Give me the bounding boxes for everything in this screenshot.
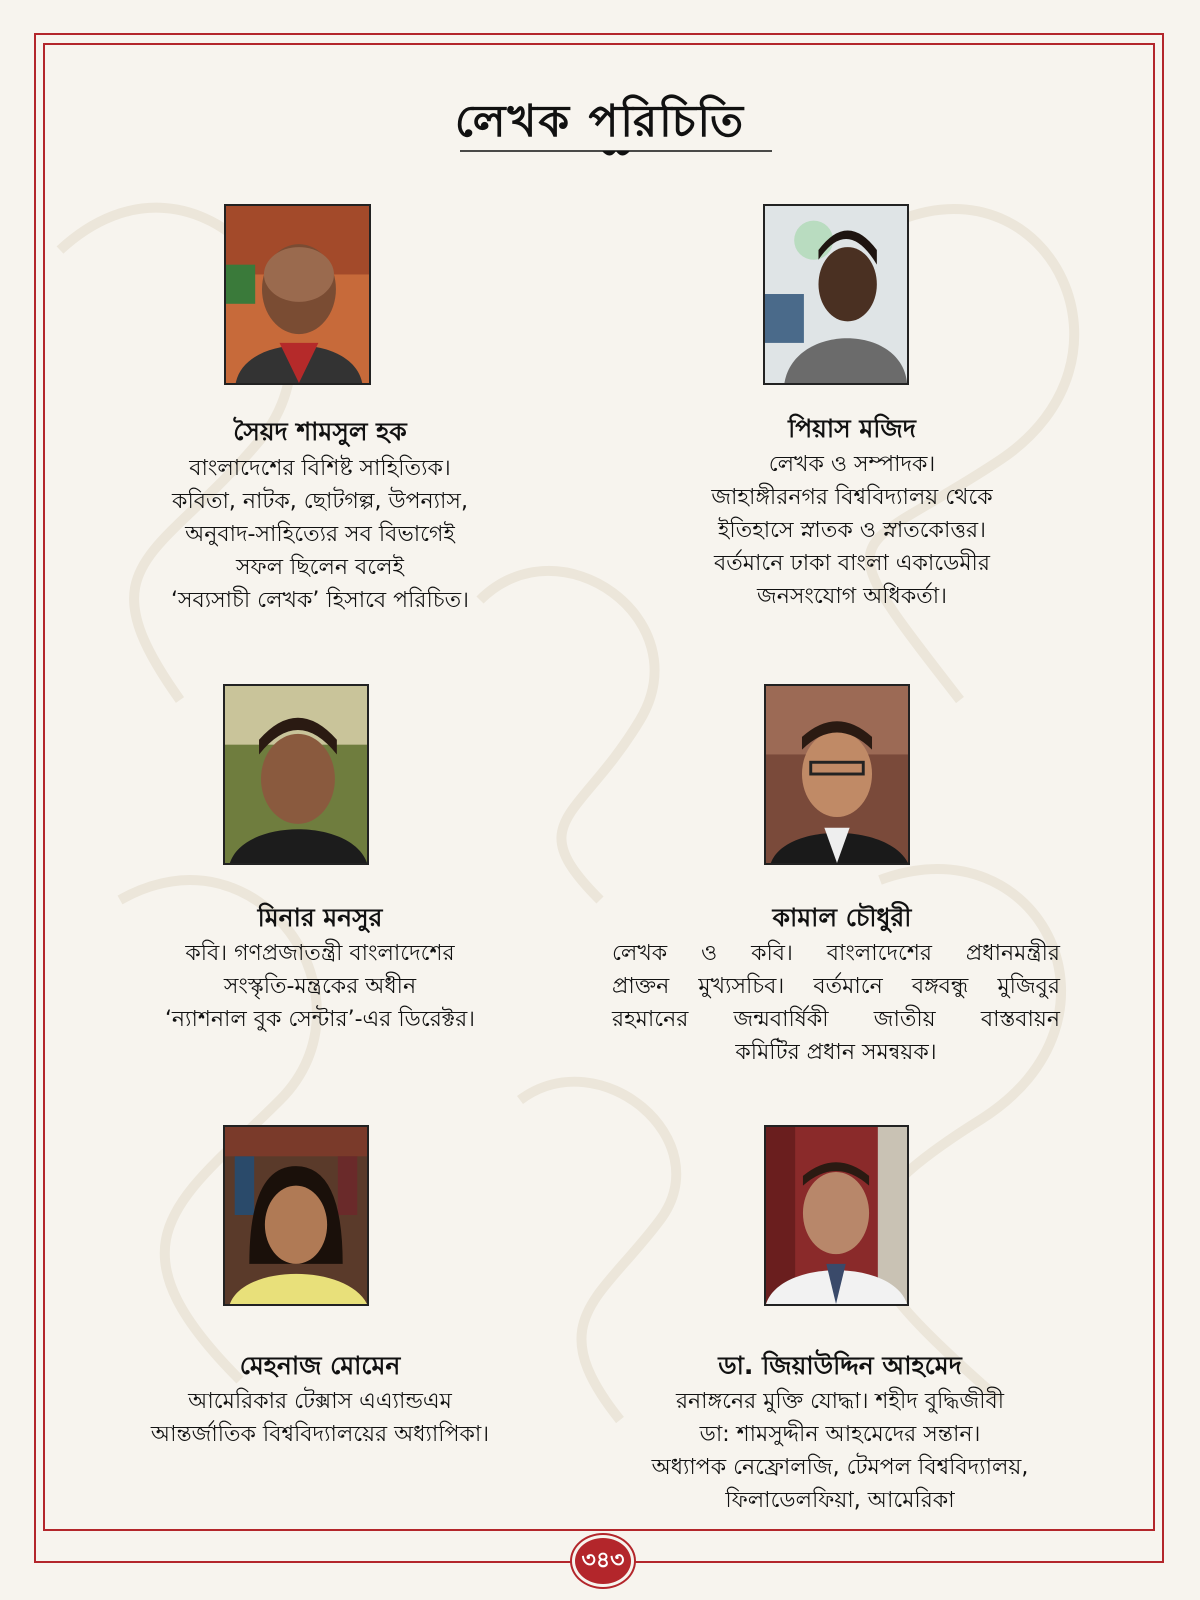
author-name-2: পিয়াস মজিদ: [788, 414, 916, 443]
bio-line: সংস্কৃতি-মন্ত্রকের অধীন: [223, 974, 417, 999]
bio-line: জাহাঙ্গীরনগর বিশ্ববিদ্যালয় থেকে: [711, 485, 993, 510]
author-bio-4: [612, 937, 1060, 1069]
bio-line: অনুবাদ-সাহিত্যের সব বিভাগেই: [185, 522, 455, 547]
bio-line: অধ্যাপক নেফ্রোলজি, টেমপল বিশ্ববিদ্যালয়,: [651, 1455, 1029, 1480]
bio-line: ফিলাডেলফিয়া, আমেরিকা: [725, 1488, 955, 1513]
author-name-5: মেহনাজ মোমেন: [239, 1351, 401, 1380]
bio-line: আমেরিকার টেক্সাস এএ্যান্ডএম: [188, 1389, 452, 1414]
bio-line: বর্তমানে ঢাকা বাংলা একাডেমীর: [714, 551, 990, 576]
bio-line: সফল ছিলেন বলেই: [236, 555, 404, 580]
bio-line: লেখক ও কবি। বাংলাদেশের প্রধানমন্ত্রীর: [612, 941, 1060, 966]
author-photo-3: [223, 684, 369, 865]
author-name-6: ডা. জিয়াউদ্দিন আহমেদ: [718, 1351, 962, 1380]
author-bio-2: [622, 448, 1082, 613]
author-photo-6: [764, 1125, 909, 1306]
bio-line: ডা: শামসুদ্দীন আহমেদের সন্তান।: [699, 1422, 981, 1447]
bio-line: ‘সব্যসাচী লেখক’ হিসাবে পরিচিত।: [170, 588, 470, 613]
author-name-1: সৈয়দ শামসুল হক: [233, 417, 407, 446]
author-bio-1: [90, 452, 550, 617]
bio-line: রনাঙ্গনের মুক্তি যোদ্ধা। শহীদ বুদ্ধিজীবী: [675, 1389, 1005, 1414]
author-photo-4: [764, 684, 910, 865]
bio-line: আন্তর্জাতিক বিশ্ববিদ্যালয়ের অধ্যাপিকা।: [150, 1422, 490, 1447]
author-bio-3: [70, 937, 570, 1036]
bio-line: কবি। গণপ্রজাতন্ত্রী বাংলাদেশের: [185, 941, 455, 966]
bio-line: জনসংযোগ অধিকর্তা।: [757, 584, 947, 609]
bio-line: রহমানের জন্মবার্ষিকী জাতীয় বাস্তবায়ন: [612, 1007, 1060, 1032]
author-photo-5: [223, 1125, 369, 1306]
page-number-badge: ৩৪৩: [572, 1535, 634, 1587]
bio-line: ইতিহাসে স্নাতক ও স্নাতকোত্তর।: [717, 518, 987, 543]
author-photo-1: [224, 204, 371, 385]
bio-line: ‘ন্যাশনাল বুক সেন্টার’-এর ডিরেক্টর।: [164, 1007, 476, 1032]
author-name-4: কামাল চৌধুরী: [772, 903, 912, 932]
bio-line: প্রাক্তন মুখ্যসচিব। বর্তমানে বঙ্গবন্ধু মুজিবুর: [612, 974, 1060, 999]
bio-line: কমিটির প্রধান সমন্বয়ক।: [735, 1040, 937, 1065]
author-bio-5: [70, 1385, 570, 1451]
title-ornament-rule: [460, 148, 772, 160]
inner-border: [43, 43, 1155, 1531]
bio-line: বাংলাদেশের বিশিষ্ট সাহিত্যিক।: [189, 456, 451, 481]
bio-line: কবিতা, নাটক, ছোটগল্প, উপন্যাস,: [172, 489, 468, 514]
author-bio-6: [600, 1385, 1080, 1517]
author-name-3: মিনার মনসুর: [257, 903, 383, 932]
page-title: লেখক পরিচিতি: [454, 96, 746, 147]
bio-line: লেখক ও সম্পাদক।: [768, 452, 936, 477]
author-photo-2: [763, 204, 909, 385]
